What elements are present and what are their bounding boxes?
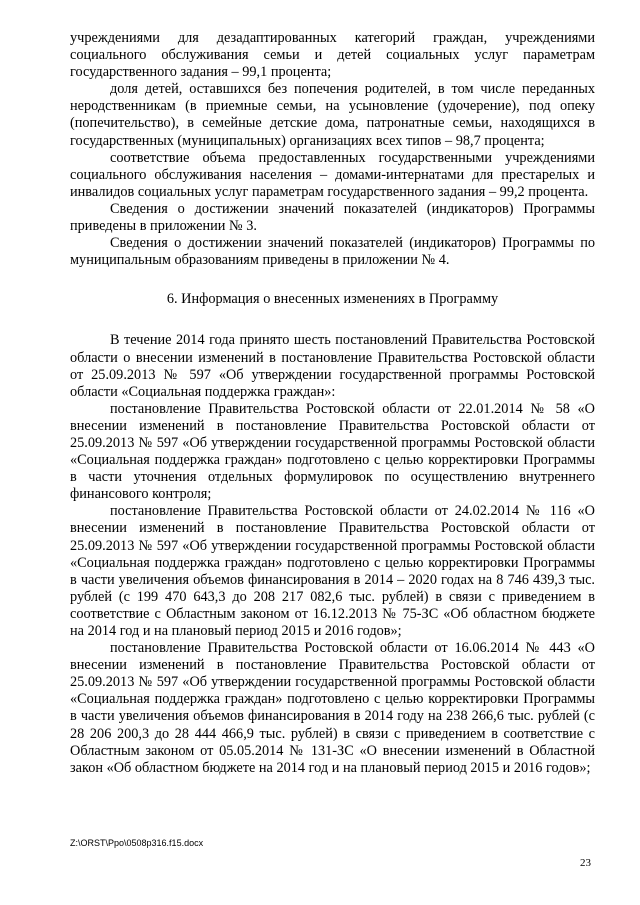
paragraph-appendix-4: Сведения о достижении значений показателей (индикаторов) Программы по муниципальным образованиям приведены в приложении № 4. — [70, 235, 595, 269]
paragraph-resolution-116: постановление Правительства Ростовской области от 24.02.2014 № 116 «О внесении изменений в постановление Правительства Ростовской области от 25.09.2013 № 597 «Об утверждении государственной программы Ростовской области «Социальная поддержка граждан» подготовлено с целью корректировки Программы в части увеличения объемов финансирования в 2014 – 2020 годах на 8 746 439,3 тыс. рублей (с 199 470 643,3 до 208 217 082,6 тыс. рублей) в связи с приведением в соответствие с Областным законом от 16.12.2013 № 75-ЗС «Об областном бюджете на 2014 год и на плановый период 2015 и 2016 годов»; — [70, 503, 595, 639]
paragraph-nursing-homes: соответствие объема предоставленных государственными учреждениями социального обслуживания населения – домами-интернатами для престарелых и инвалидов социальных услуг параметрам государственного задания – 99,2 процента. — [70, 149, 595, 200]
paragraph-appendix-3: Сведения о достижении значений показателей (индикаторов) Программы приведены в приложении № 3. — [70, 200, 595, 235]
page-number: 23 — [580, 857, 591, 869]
document-page — [70, 30, 595, 777]
paragraph-children-without-care: доля детей, оставшихся без попечения родителей, в том числе переданных неродственникам (в приемные семьи, на усыновление (удочерение), под опеку (попечительство), в семейные детские дома, патронатные семьи, находящихся в государственных (муниципальных) организациях всех типов – 98,7 процента; — [70, 81, 595, 149]
paragraph-resolution-58: постановление Правительства Ростовской области от 22.01.2014 № 58 «О внесении изменений в постановление Правительства Ростовской области от 25.09.2013 № 597 «Об утверждении государственной программы Ростовской области «Социальная поддержка граждан» подготовлено с целью корректировки Программы в части уточнения отдельных формулировок по осуществлению внутреннего финансового контроля; — [70, 400, 595, 503]
paragraph-resolution-443: постановление Правительства Ростовской области от 16.06.2014 № 443 «О внесении изменений в постановление Правительства Ростовской области от 25.09.2013 № 597 «Об утверждении государственной программы Ростовской области «Социальная поддержка граждан» подготовлено с целью корректировки Программы в части увеличения объемов финансирования в 2014 году на 238 266,6 тыс. рублей (с 28 206 200,3 до 28 444 466,9 тыс. рублей) в связи с приведением в соответствие с Областным законом от 05.05.2014 № 131-ЗС «О внесении изменений в Областной закон «Об областном бюджете на 2014 год и на плановый период 2015 и 2016 годов»; — [70, 640, 595, 776]
paragraph-continuation: учреждениями для дезадаптированных категорий граждан, учреждениями социального обслуживания семьи и детей социальных услуг параметрам государственного задания – 99,1 процента; — [70, 30, 595, 81]
paragraph-intro-resolutions: В течение 2014 года принято шесть постановлений Правительства Ростовской области о внесении изменений в постановление Правительства Ростовской области от 25.09.2013 № 597 «Об утверждении государственной программы Ростовской области «Социальная поддержка граждан»: — [70, 332, 595, 400]
section-heading: 6. Информация о внесенных изменениях в Программу — [166, 291, 499, 308]
footer-file-path: Z:\ORST\Ppo\0508p316.f15.docx — [70, 838, 204, 848]
